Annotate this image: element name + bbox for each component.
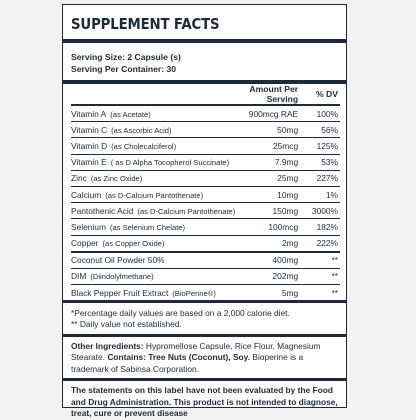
nutrient-row — [71, 268, 340, 284]
nutrient-name: Pantothenic Acid — [71, 205, 134, 216]
nutrient-amount: 400mg — [235, 252, 304, 269]
nutrient-row — [71, 170, 340, 186]
nutrient-name: DIM — [71, 271, 87, 282]
nutrient-dv: 3000% — [304, 203, 340, 219]
trademark-text: Bioperine is a trademark of Sabinsa Corporation. — [71, 352, 304, 374]
nutrient-source: (BioPerine®) — [172, 288, 216, 298]
nutrient-amount: 25mg — [235, 170, 304, 186]
nutrient-name: Vitamin D — [71, 140, 108, 151]
footnote-not-established: ** Daily value not established. — [71, 319, 182, 330]
nutrient-amount: 202mg — [235, 268, 304, 284]
nutrient-dv: ** — [304, 285, 340, 301]
nutrient-name: Vitamin C — [71, 124, 108, 135]
fda-disclaimer: The statements on this label have not been evaluated by the Food and Drug Administration. This product is not intended to diagnose, treat, cure or prevent disease — [71, 385, 338, 419]
nutrient-source: (as Cholecalciferol) — [111, 141, 177, 151]
nutrient-name: Black Pepper Fruit Extract — [71, 287, 169, 298]
nutrient-source: (as Selenium Chelate) — [109, 222, 186, 232]
nutrient-amount: 150mg — [235, 203, 304, 219]
nutrient-row — [71, 122, 340, 138]
contains-allergens: Contains: Tree Nuts (Coconut), Soy. — [107, 352, 251, 363]
serving-size: Serving Size: 2 Capsule (s) — [71, 52, 181, 62]
nutrient-name: Zinc — [71, 173, 87, 184]
nutrient-source: (Diindolylmethane) — [90, 272, 154, 282]
nutrient-name: Vitamin E — [71, 157, 107, 168]
nutrient-dv: 222% — [304, 235, 340, 252]
nutrient-source: ( as D Alpha Tocopherol Succinate) — [110, 158, 230, 168]
nutrient-row — [71, 203, 340, 219]
nutrient-amount: 100mcg — [235, 219, 304, 235]
footnote-dv: *Percentage daily values are based on a 2,000 calorie diet. — [71, 308, 290, 319]
nutrient-row — [71, 252, 340, 269]
header-dv: % DV — [316, 89, 338, 99]
nutrient-name: Coconut Oil Powder 50% — [71, 255, 165, 266]
nutrient-source: (as Acetate) — [110, 109, 151, 119]
nutrient-name: Selenium — [71, 221, 106, 232]
nutrient-dv: ** — [304, 268, 340, 284]
nutrient-row — [71, 138, 340, 154]
nutrient-name: Copper — [71, 238, 99, 249]
nutrient-dv: 125% — [304, 138, 340, 154]
nutrient-dv: 100% — [304, 105, 340, 122]
nutrient-amount: 10mg — [235, 186, 304, 202]
nutrient-dv: ** — [304, 252, 340, 269]
nutrient-row — [71, 105, 340, 122]
other-ingredients-label: Other Ingredients: — [71, 340, 144, 351]
divider — [63, 39, 346, 43]
nutrient-source: (as Ascorbic Acid) — [111, 125, 172, 135]
nutrient-dv: 182% — [304, 219, 340, 235]
nutrient-dv: 227% — [304, 170, 340, 186]
serving-info — [71, 52, 340, 75]
nutrient-name: Calcium — [71, 189, 102, 200]
nutrient-row — [71, 186, 340, 202]
nutrient-table — [71, 84, 340, 300]
nutrient-dv: 53% — [304, 154, 340, 170]
nutrient-row — [71, 219, 340, 235]
nutrient-amount: 50mg — [235, 122, 304, 138]
nutrient-row — [71, 154, 340, 170]
nutrient-source: (as Copper Oxide) — [102, 239, 165, 249]
panel-title: SUPPLEMENT FACTS — [71, 15, 220, 33]
footnotes — [71, 303, 340, 333]
nutrient-name: Vitamin A — [71, 108, 107, 119]
nutrient-dv: 1% — [304, 186, 340, 202]
nutrient-source: (as D-Calcium Pantothenate) — [105, 190, 204, 200]
nutrient-dv: 56% — [304, 122, 340, 138]
nutrient-amount: 25mcg — [235, 138, 304, 154]
other-ingredients — [71, 337, 340, 379]
nutrient-row — [71, 235, 340, 252]
nutrient-amount: 2mg — [235, 235, 304, 252]
other-ingredients-text: Hypromellose Capsule, Rice Flour, Magnesium Stearate. — [71, 340, 321, 363]
supplement-facts-panel — [62, 4, 347, 419]
nutrient-amount: 900mcg RAE — [235, 105, 304, 122]
nutrient-source: (as D-Calcium Pantothenate) — [137, 206, 236, 216]
servings-per-container: Serving Per Container: 30 — [71, 63, 177, 74]
nutrient-row — [71, 285, 340, 301]
nutrient-amount: 5mg — [235, 285, 304, 301]
header-amount: Amount Per Serving — [249, 84, 299, 104]
nutrient-source: (as Zinc Oxide) — [90, 174, 143, 184]
table-header-row — [71, 84, 340, 105]
nutrient-amount: 7.9mg — [235, 154, 304, 170]
